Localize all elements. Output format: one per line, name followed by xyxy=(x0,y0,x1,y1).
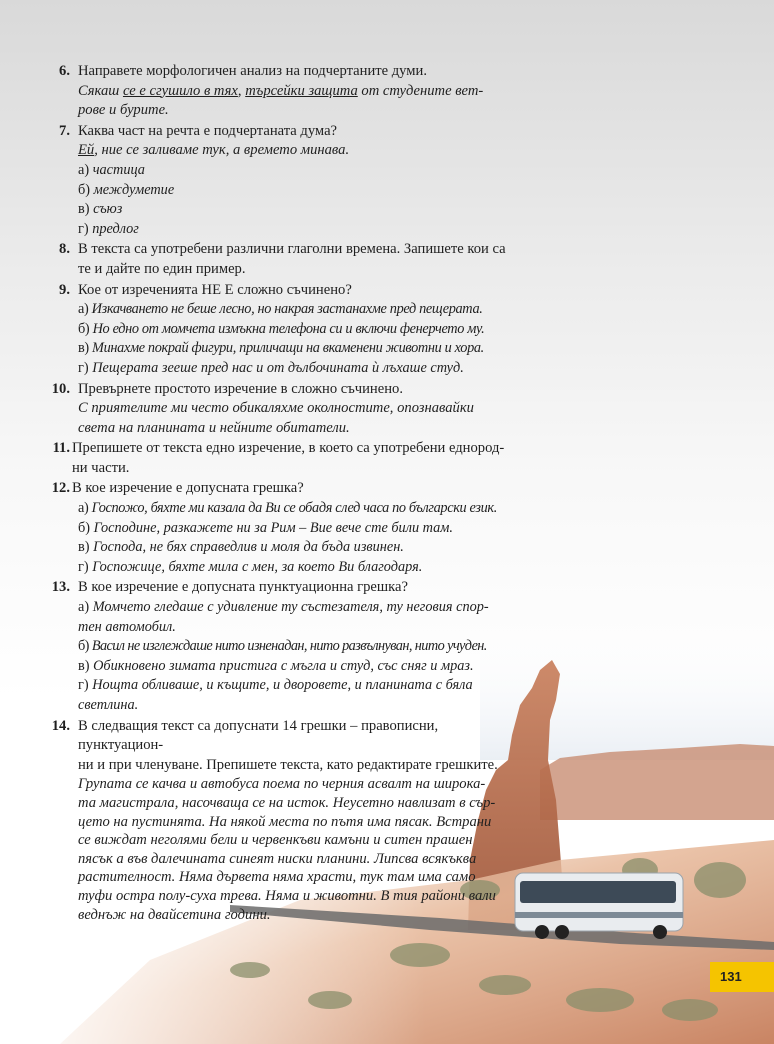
question-9 xyxy=(38,281,524,379)
question-14 xyxy=(38,717,524,925)
question-text: Каква част на речта е подчертаната дума? xyxy=(78,122,338,139)
option-text: Пещерата зееше пред нас и от дълбочината ѝ лъхаше студ. xyxy=(92,359,464,376)
question-12 xyxy=(38,479,524,577)
option xyxy=(72,519,524,539)
option xyxy=(78,320,524,340)
option-text: Момчето гледаше с удивление ту състезателя, ту неговия спор- xyxy=(92,599,489,616)
option xyxy=(78,359,524,379)
question-number: 13. xyxy=(51,579,70,596)
option-text: съюз xyxy=(93,201,123,218)
example-sentence xyxy=(78,399,524,438)
question-number: 8. xyxy=(59,241,70,258)
story-line: та магистрала, насочваща се на исток. Неусетно навлизат в сър- xyxy=(78,794,496,811)
option-letter: в) xyxy=(78,539,90,556)
example-part: от студените вет- xyxy=(357,82,484,99)
option-letter: г) xyxy=(78,677,89,694)
question-text: В кое изречение е допусната пунктуационна грешка? xyxy=(78,579,408,596)
question-6 xyxy=(38,62,524,121)
question-text: Кое от изреченията НЕ Е сложно съчинено? xyxy=(78,281,352,298)
question-7 xyxy=(38,122,524,240)
option-letter: а) xyxy=(78,301,89,318)
option-letter: б) xyxy=(78,519,91,536)
question-number: 9. xyxy=(59,281,70,298)
option-letter: в) xyxy=(78,201,90,218)
option-letter: а) xyxy=(78,500,89,517)
option xyxy=(78,181,524,201)
question-text: Превърнете простото изречение в сложно съчинено. xyxy=(78,380,403,397)
option-letter: г) xyxy=(78,359,89,376)
option-text: междуметие xyxy=(93,181,175,198)
option xyxy=(72,538,524,558)
text-line: В следващия текст са допуснати 14 грешки – правописни, пунктуацион- xyxy=(78,717,439,754)
story-text xyxy=(78,775,524,924)
question-number: 7. xyxy=(59,122,70,139)
question-text xyxy=(72,439,524,478)
option-letter: б) xyxy=(78,320,90,337)
option-letter: б) xyxy=(78,181,91,198)
option-text: предлог xyxy=(92,220,139,237)
text-line: света на планината и нейните обитатели. xyxy=(78,419,350,436)
exercise-list xyxy=(38,62,524,925)
story-line: се виждат неголями бели и червенкъви камъни и ситен прашен xyxy=(78,832,473,849)
question-number: 10. xyxy=(51,380,70,397)
option xyxy=(78,161,524,181)
option-text: Госпожице, бяхте мила с мен, за което Ви благодаря. xyxy=(92,558,423,575)
question-number: 11. xyxy=(52,440,70,457)
option-text: Но едно от момчета измъкна телефона си и включи фенерчето му. xyxy=(92,320,485,337)
story-line: цето на пустинята. На някой места по пътя има пясак. Встрани xyxy=(78,813,492,830)
option-letter: в) xyxy=(78,340,89,357)
story-line: Групата се качва и автобуса поема по черния асвалт на широка- xyxy=(78,776,486,793)
text-line: ни и при членуване. Препишете текста, като редактирате грешките. xyxy=(78,756,498,773)
underlined-word: Ей xyxy=(78,142,95,159)
question-number: 6. xyxy=(59,63,70,79)
bus-icon xyxy=(515,873,683,939)
option-text: Изкачването не беше лесно, но накрая застанахме пред пещерата. xyxy=(91,301,483,318)
text-line: ни части. xyxy=(72,459,130,476)
story-line: растителност. Няма дървета няма храсти, тук там има само xyxy=(78,869,476,886)
option-letter: г) xyxy=(78,558,89,575)
example-sentence xyxy=(78,141,524,161)
option-text: Госпожо, бяхте ми казала да Ви се обадя след часа по български език. xyxy=(91,500,497,517)
option xyxy=(78,339,524,359)
option-letter: в) xyxy=(78,657,90,674)
option xyxy=(72,499,524,519)
option xyxy=(78,200,524,220)
option-letter: б) xyxy=(78,638,89,655)
question-text xyxy=(78,240,524,279)
option-letter: а) xyxy=(78,599,90,616)
question-number: 14. xyxy=(51,717,70,734)
story-line: пясък а във далечината синеят ниски планини. Липсва всякъква xyxy=(78,850,477,867)
option xyxy=(78,300,524,320)
option xyxy=(78,676,524,715)
text-line: В текста са употребени различни глаголни времена. Запишете кои са xyxy=(78,241,506,258)
option-text: Господа, не бях справедлив и моля да бъда извинен. xyxy=(93,539,404,556)
text-line: те и дайте по един пример. xyxy=(78,260,246,277)
option-text: частица xyxy=(92,161,145,178)
option-text: Нощта обливаше, и къщите, и дворовете, и планината с бяла xyxy=(92,677,473,694)
question-11 xyxy=(38,439,524,478)
option xyxy=(72,558,524,578)
option-text: Обикновено зимата пристига с мъгла и студ, със сняг и мраз. xyxy=(93,657,474,674)
story-line: туфи остра полу-суха трева. Няма и животни. В тия райони вали xyxy=(78,887,496,904)
example-part: рове и бурите. xyxy=(78,102,169,119)
question-13 xyxy=(38,578,524,715)
example-part: , ние се заливаме тук, а времето минава. xyxy=(94,142,350,159)
question-8 xyxy=(38,240,524,279)
question-text: В кое изречение е допусната грешка? xyxy=(72,480,304,497)
option-text: Господине, разкажете ни за Рим – Вие вече сте били там. xyxy=(93,519,454,536)
text-line: С приятелите ми често обикаляхме околностите, опознавайки xyxy=(78,400,474,417)
example-sentence xyxy=(78,82,524,121)
option-text: Васил не изглеждаше нито изненадан, нито развълнуван, нито учуден. xyxy=(91,638,487,655)
story-line: веднъж на двайсетина години. xyxy=(78,906,271,923)
option xyxy=(78,220,524,240)
question-number: 12. xyxy=(51,480,70,497)
example-part: Сякаш xyxy=(78,82,123,99)
text-line: Препишете от текста едно изречение, в което са употребени еднород- xyxy=(72,440,505,457)
question-text xyxy=(78,717,524,776)
option-letter: г) xyxy=(78,220,89,237)
option xyxy=(78,657,524,677)
option-text: тен автомобил. xyxy=(78,618,176,635)
question-text: Направете морфологичен анализ на подчертаните думи. xyxy=(78,63,427,79)
underlined-phrase: търсейки защита xyxy=(245,82,358,99)
page-number: 131 xyxy=(710,962,774,992)
option-letter: а) xyxy=(78,161,90,178)
underlined-phrase: се е сгушило в тях xyxy=(122,82,238,99)
option-text: светлина. xyxy=(78,697,139,713)
option-text: Минахме покрай фигури, приличащи на вкаменени животни и хора. xyxy=(92,340,484,357)
question-10 xyxy=(38,380,524,439)
option xyxy=(78,598,524,637)
example-part: , xyxy=(237,82,246,99)
option xyxy=(78,637,524,657)
